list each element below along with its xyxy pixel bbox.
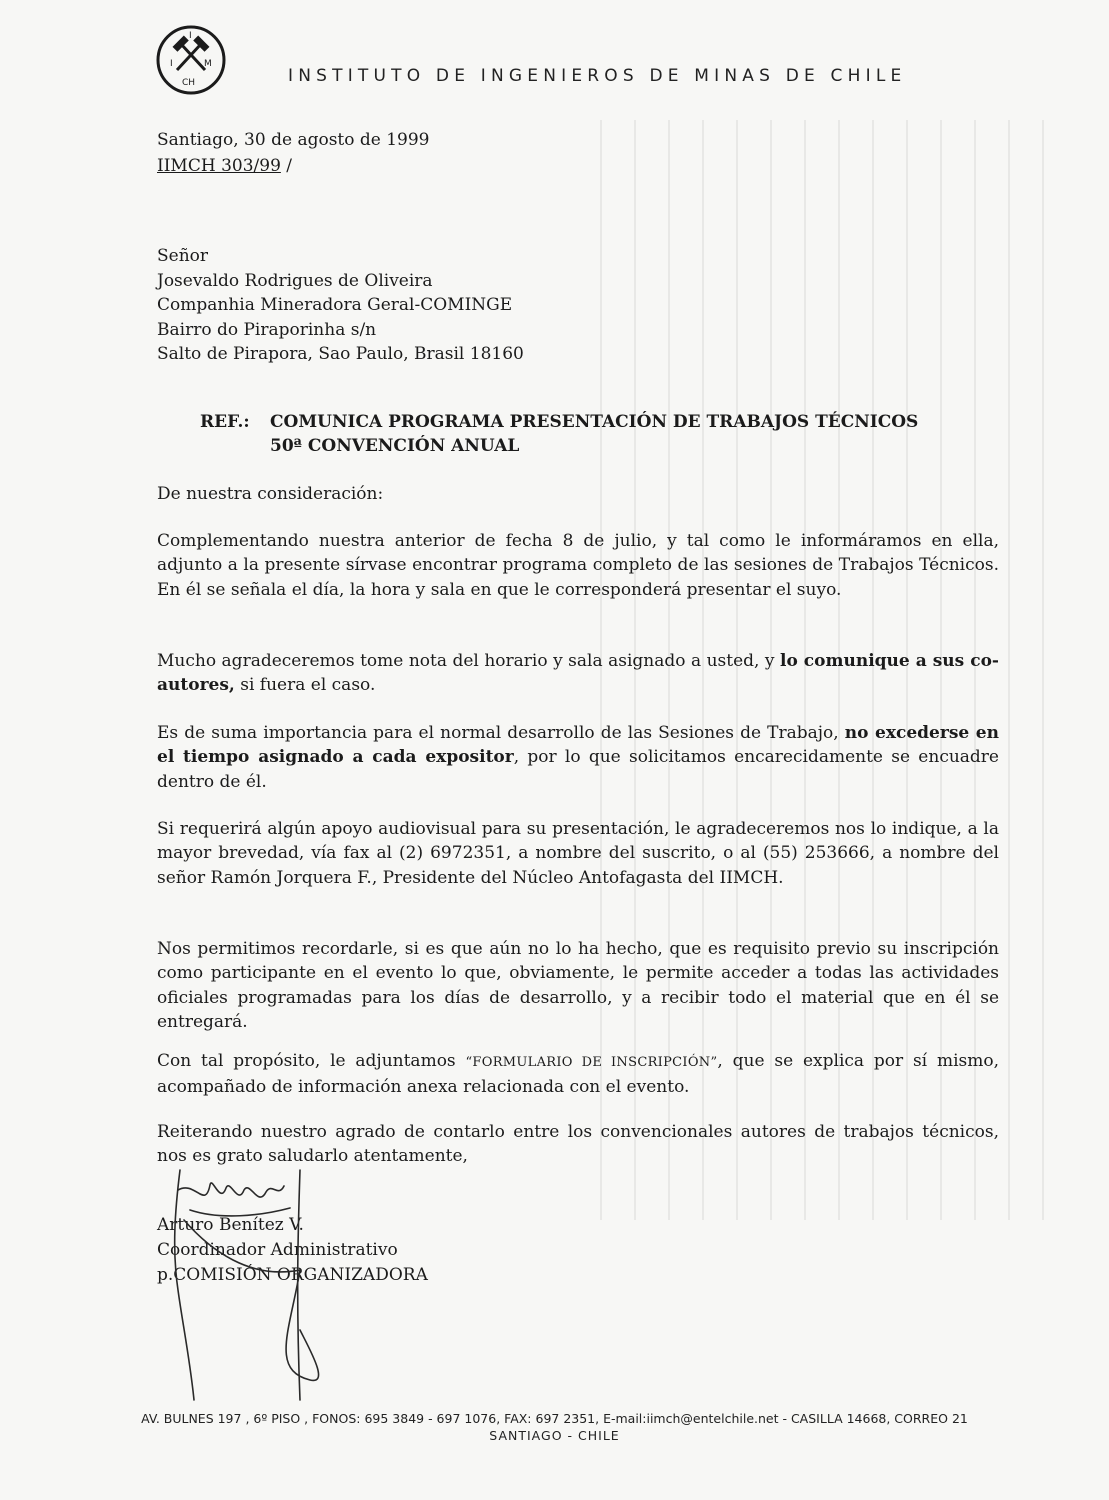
recipient-company: Companhia Mineradora Geral-COMINGE xyxy=(157,295,513,316)
paragraph-5: Nos permitimos recordarle, si es que aún no lo ha hecho, que es requisito previo su inscripción como participante en el evento lo que, obviamente, le permite acceder a todas las actividades oficiales programadas para los días de desarrollo, y a recibir todo el material que en él se entregará. xyxy=(157,939,999,1032)
logo-letter-left: I xyxy=(170,59,173,69)
paragraph-2-text-a: Mucho agradeceremos tome nota del horario y sala asignado a usted, y xyxy=(157,651,780,671)
paragraph-2-text-c: si fuera el caso. xyxy=(234,675,376,696)
recipient-city: Salto de Pirapora, Sao Paulo, Brasil 18160 xyxy=(157,344,524,365)
subject-label: REF.: xyxy=(200,412,250,432)
handwritten-signature xyxy=(150,1150,390,1410)
subject-block xyxy=(200,410,918,458)
reference-number: IIMCH 303/99 xyxy=(157,156,281,176)
paragraph-2-bold: lo comunique a sus co-autores, xyxy=(157,651,999,696)
signatory-name: Arturo Benítez V. xyxy=(157,1215,304,1235)
paragraph-6 xyxy=(157,1049,999,1100)
logo-letter-bottom: CH xyxy=(182,78,196,88)
organization-name: INSTITUTO DE INGENIEROS DE MINAS DE CHILE xyxy=(288,66,907,86)
form-name: “FORMULARIO DE INSCRIPCIÓN” xyxy=(465,1055,718,1070)
paragraph-3-bold: no excederse en el tiempo asignado a cada expositor xyxy=(157,723,999,768)
date-line: Santiago, 30 de agosto de 1999 xyxy=(157,130,430,150)
paragraph-2 xyxy=(157,649,999,698)
paragraph-3-text-c: , por lo que solicitamos encarecidamente se encuadre dentro de él. xyxy=(157,747,999,792)
paragraph-3 xyxy=(157,721,999,794)
paragraph-3-text-a: Es de suma importancia para el normal desarrollo de las Sesiones de Trabajo, xyxy=(157,723,845,743)
reference-suffix: / xyxy=(280,156,293,176)
signatory-title: Coordinador Administrativo xyxy=(157,1240,398,1260)
paragraph-6-text-c: , que se explica por sí mismo, acompañado de información anexa relacionada con el evento. xyxy=(157,1051,999,1098)
paragraph-4: Si requerirá algún apoyo audiovisual para su presentación, le agradeceremos nos lo indique, a la mayor brevedad, vía fax al (2) 6972351, a nombre del suscrito, o al (55) 253666, a nombre del señor Ramón Jorquera F., Presidente del Núcleo Antofagasta del IIMCH. xyxy=(157,819,999,888)
recipient-salutation: Señor xyxy=(157,246,209,266)
logo-letter-top: I xyxy=(189,31,192,41)
paragraph-6-text-a: Con tal propósito, le adjuntamos xyxy=(157,1051,466,1071)
reference-number-line xyxy=(157,154,292,178)
recipient-address xyxy=(157,244,524,367)
subject-line-2: 50ª CONVENCIÓN ANUAL xyxy=(270,436,520,456)
footer-city: SANTIAGO - CHILE xyxy=(489,1428,620,1443)
recipient-street: Bairro do Piraporinha s/n xyxy=(157,319,377,340)
recipient-name: Josevaldo Rodrigues de Oliveira xyxy=(157,270,433,291)
paragraph-7: Reiterando nuestro agrado de contarlo entre los convencionales autores de trabajos técnicos, nos es grato saludarlo atentamente, xyxy=(157,1122,999,1167)
institute-logo xyxy=(155,24,227,96)
paragraph-1: Complementando nuestra anterior de fecha 8 de julio, y tal como le informáramos en ella, adjunto a la presente sírvase encontrar programa completo de las sesiones de Trabajos Técnicos. En él se señala el día, la hora y sala en que le corresponderá presentar el suyo. xyxy=(157,531,999,600)
footer-address: AV. BULNES 197 , 6º PISO , FONOS: 695 3849 - 697 1076, FAX: 697 2351, E-mail:iimch@entelchile.net - CASILLA 14668, CORREO 21 xyxy=(141,1411,968,1426)
subject-line-1: COMUNICA PROGRAMA PRESENTACIÓN DE TRABAJOS TÉCNICOS xyxy=(270,412,919,432)
greeting: De nuestra consideración: xyxy=(157,484,384,504)
logo-letter-right: M xyxy=(204,59,212,69)
signatory-org: p.COMISIÓN ORGANIZADORA xyxy=(157,1265,428,1285)
